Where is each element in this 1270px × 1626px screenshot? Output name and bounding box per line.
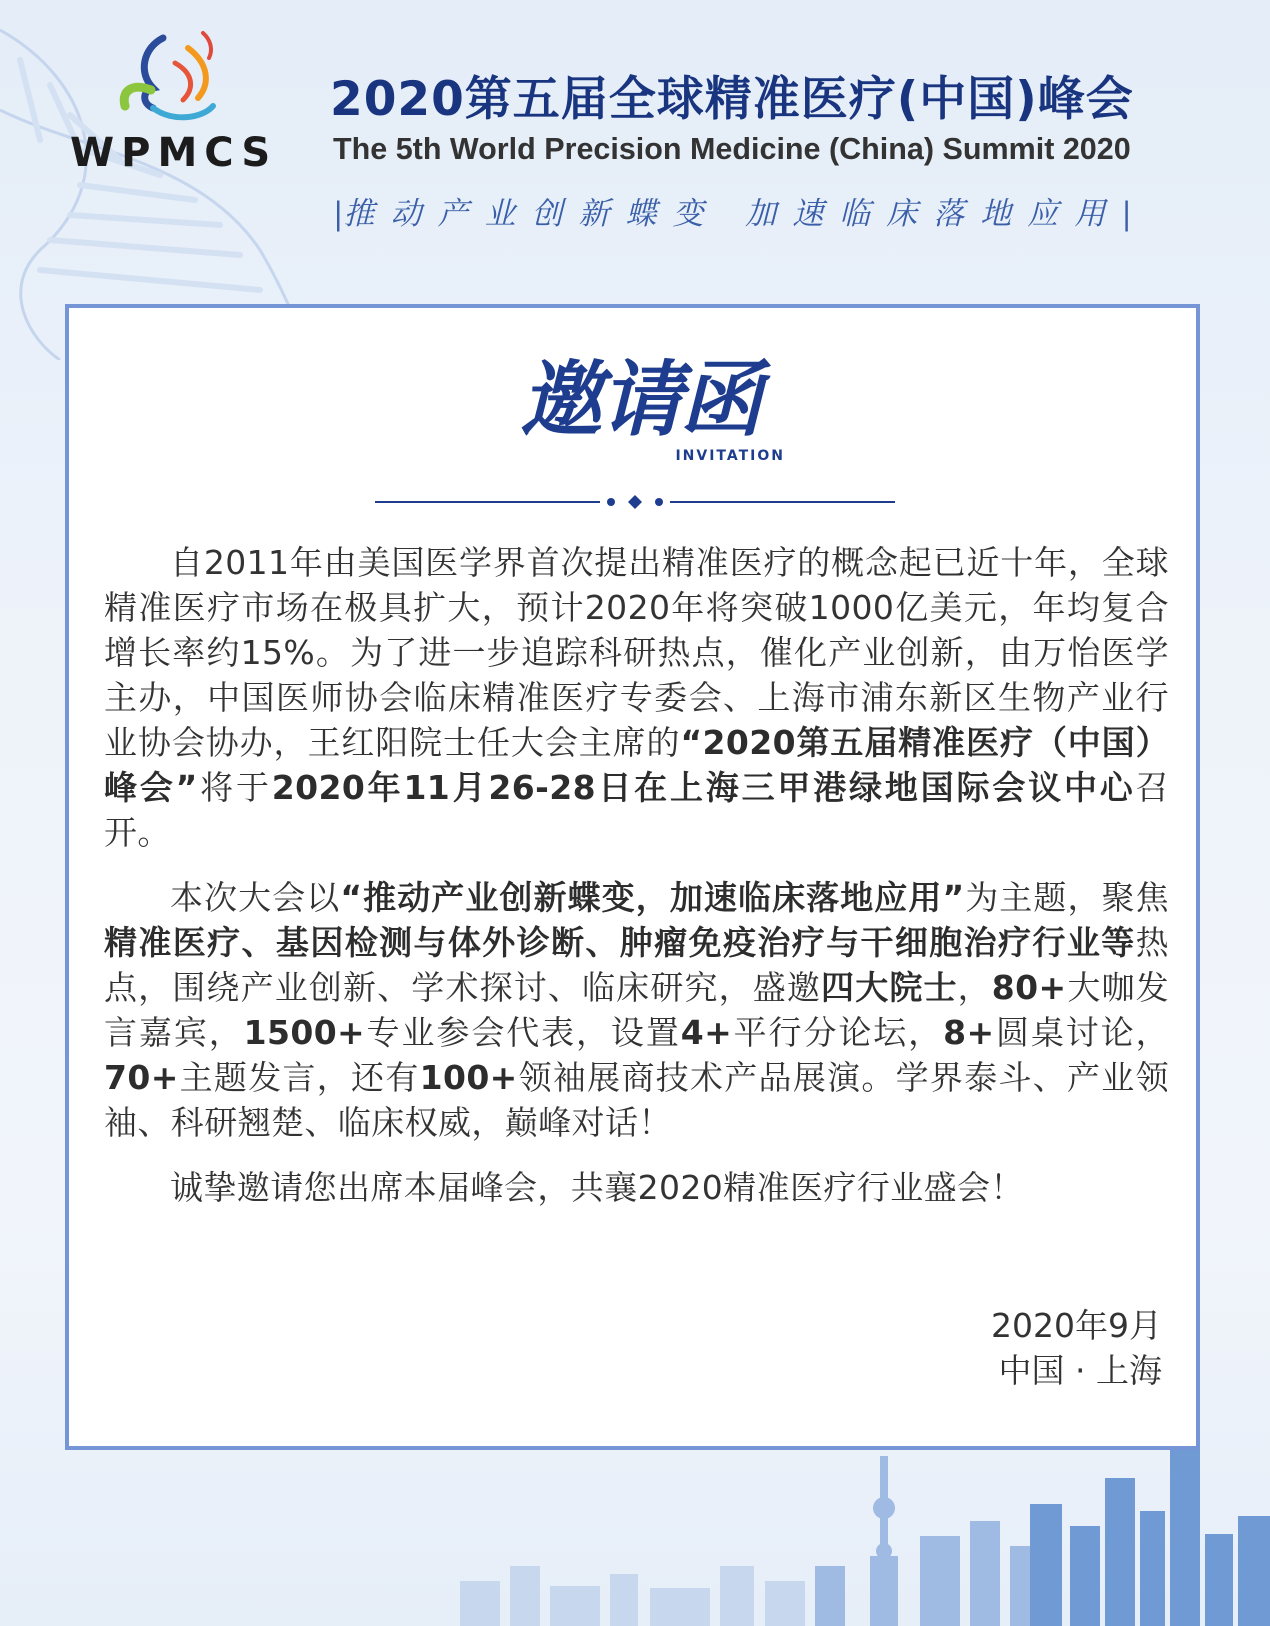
slogan-right-bar: |	[1121, 196, 1132, 232]
invitation-title-en: INVITATION	[675, 448, 785, 464]
invitation-title-cn: 邀请函	[520, 352, 760, 448]
closing-line: 诚挚邀请您出席本届峰会，共襄2020精准医疗行业盛会！	[170, 1168, 1024, 1207]
invitation-card	[65, 304, 1200, 1450]
invitation-body	[104, 540, 1169, 1210]
butterfly-logo-icon	[113, 28, 233, 133]
summit-title-en: The 5th World Precision Medicine (China) Summit 2020	[333, 132, 1131, 166]
logo-wordmark: WPMCS	[70, 130, 278, 176]
paragraph-2: 本次大会以“推动产业创新蝶变，加速临床落地应用”为主题，聚焦精准医疗、基因检测与体外诊断、肿瘤免疫治疗与干细胞治疗行业等热点，围绕产业创新、学术探讨、临床研究，盛邀四大院士，80+大咖发言嘉宾，1500+专业参会代表，设置4+平行分论坛，8+圆桌讨论，70+主题发言，还有100+领袖展商技术产品展演。学界泰斗、产业领袖、科研翘楚、临床权威，巅峰对话！	[104, 878, 1170, 1142]
ornamental-divider	[375, 494, 895, 510]
signoff-location: 中国 · 上海	[998, 1351, 1162, 1390]
slogan-left-bar: |	[333, 196, 344, 232]
signoff	[991, 1303, 1162, 1393]
summit-title-cn: 2020第五届全球精准医疗(中国)峰会	[330, 72, 1134, 127]
paragraph-1: 自2011年由美国医学界首次提出精准医疗的概念起已近十年，全球精准医疗市场在极具扩大，预计2020年将突破1000亿美元，年均复合增长率约15%。为了进一步追踪科研热点，催化产业创新，由万怡医学主办，中国医师协会临床精准医疗专委会、上海市浦东新区生物产业行业协会协办，王红阳院士任大会主席的“2020第五届精准医疗（中国）峰会”将于2020年11月26-28日在上海三甲港绿地国际会议中心召开。	[104, 543, 1169, 852]
summit-slogan	[333, 188, 1132, 233]
invitation-heading	[495, 352, 785, 472]
slogan-text: 推动产业创新蝶变 加速临床落地应用	[343, 196, 1122, 232]
signoff-date: 2020年9月	[991, 1306, 1162, 1345]
wpmcs-logo	[68, 28, 290, 178]
